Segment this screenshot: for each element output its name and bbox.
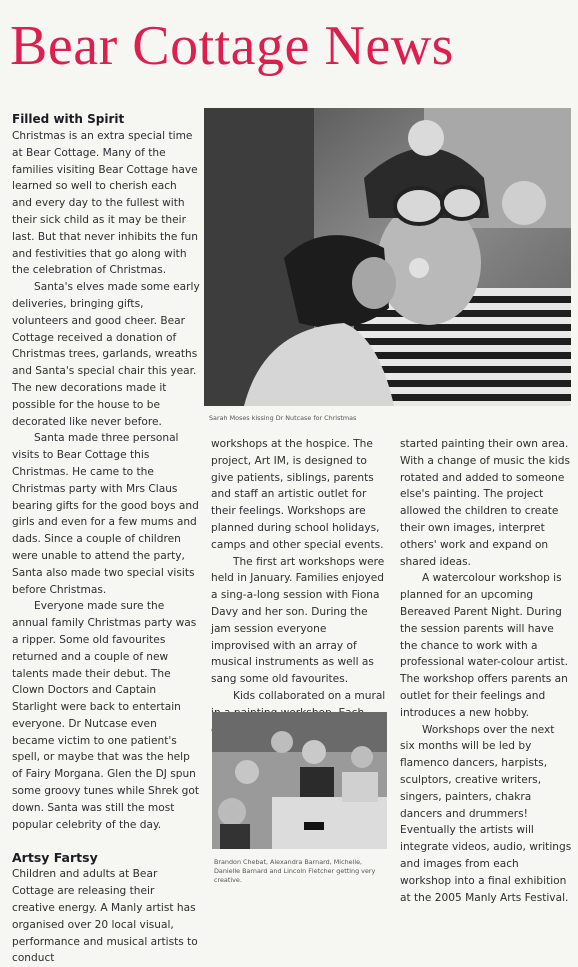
paragraph: Children and adults at Bear Cottage are releasing their creative energy. A Manly artist has organised over 20 local visual, performance and musical artists to conduct	[12, 868, 198, 965]
paragraph: The first art workshops were held in January. Families enjoyed a sing-a-long session with Fiona Davy and her son. During the jam session everyone improvised with an array of musical instruments as well as sang some old favourites.	[211, 555, 385, 686]
paragraph: A watercolour workshop is planned for an upcoming Bereaved Parent Night. During the session parents will have the chance to work with a professional water-colour artist. The workshop offers parents an outlet for their feelings and introduces a new hobby.	[400, 572, 569, 719]
paragraph: Everyone made sure the annual family Christmas party was a ripper. Some old favourites returned and a couple of new talents made their debut. The Clown Doctors and Captain Starlight were back to entertain everyone. Dr Nutcase even became victim to one patient's spell, or maybe that was the help of Fairy Morgana. Glen the DJ spun some groovy tunes while Shrek got down. Santa was still the most popular celebrity of the day.	[12, 600, 199, 831]
paragraph: Kids collaborated on a mural	[233, 689, 386, 702]
paragraph: Santa made three personal visits to Bear Cottage this Christmas. He came to the Christmas party with Mrs Claus bearing gifts for the good boys and girls and even for a few mums and dads. Since a couple of children were unable to attend the party, Santa also made two special visits before Christmas.	[12, 432, 199, 596]
photo-caption: Sarah Moses kissing Dr Nutcase for Christmas	[209, 414, 357, 422]
photo-art-workshop	[212, 712, 387, 849]
photo-caption: Brandon Chebat, Alexandra Barnard, Michelle, Danielle Barnard and Lincoln Fletcher getting very creative.	[214, 858, 376, 884]
photo-kiss-dr-nutcase	[204, 108, 571, 406]
paragraph: started painting their own area. With a change of music the kids rotated and added to someone else's painting. The project allowed the children to create their own images, interpret others' work and expand on shared ideas.	[400, 438, 570, 568]
column-middle	[211, 436, 386, 738]
column-right	[400, 436, 572, 906]
paragraph: Workshops over the next six months will be led by flamenco dancers, harpists, sculptors, creative writers, singers, painters, chakra dancers and drummers! Eventually the artists will integrate videos, audio, writings and images from each workshop into a final exhibition at the 2005 Manly Arts Festival.	[400, 723, 572, 904]
column-left	[12, 111, 200, 967]
paragraph: Christmas is an extra special time at Bear Cottage. Many of the families visiting Bear Cottage have learned so well to cherish each and every day to the fullest with their sick child as it may be their last. But that never inhibits the fun and festivities that go along with the celebration of Christmas.	[12, 130, 198, 277]
section-heading-filled-with-spirit: Filled with Spirit	[12, 112, 125, 126]
paragraph: workshops at the hospice. The project, Art IM, is designed to give patients, siblings, parents and staff an artistic outlet for their feelings. Workshops are planned during school holidays, camps and other special events.	[211, 438, 384, 551]
section-heading-artsy-fartsy: Artsy Fartsy	[12, 850, 98, 866]
paragraph: Santa's elves made some early deliveries, bringing gifts, volunteers and good cheer. Bear Cottage received a donation of Christmas trees, garlands, wreaths and Santa's special chair this year. The new decorations made it possible for the house to be decorated like never before.	[12, 281, 200, 428]
masthead-title: Bear Cottage News	[10, 15, 454, 77]
